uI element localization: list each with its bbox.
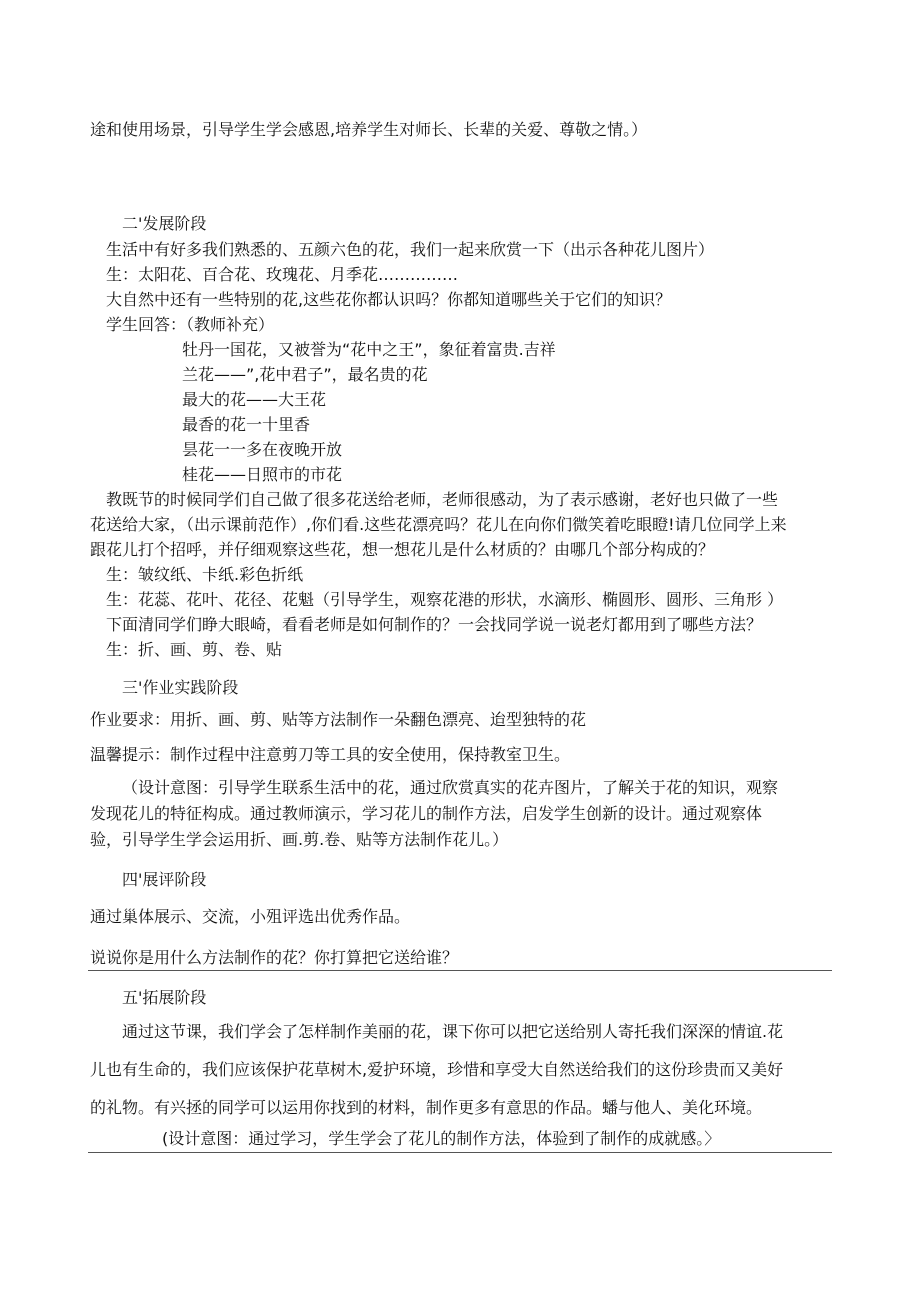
flower-fact: 兰花——”,花中君子”，最名贵的花 [182, 365, 428, 384]
paragraph: 儿也有生命的，我们应该保护花草树木,爱护环境，珍惜和享受大自然送给我们的这份珍贵而又美好 [90, 1060, 784, 1079]
paragraph: 的礼物。有兴拯的同学可以运用你找到的材料，制作更多有意思的作品。蟠与他人、美化环境。 [90, 1098, 763, 1117]
design-intent: （设计意图：引导学生联系生活中的花，通过欣赏真实的花卉图片，了解关于花的知识，观察 [122, 778, 779, 797]
paragraph: 花送给大家，（出示课前范作）,你们看.这些花漂亮吗？花儿在向你们微笑着吃眼瞪!请几位同学上来 [90, 515, 787, 534]
flower-fact: 昙花一一多在夜晚开放 [182, 440, 343, 459]
paragraph: 下面清同学们睁大眼崎，看看老师是如何制作的？一会找同学说一说老灯都用到了哪些方法？ [106, 615, 763, 634]
section-heading-exhibition: 四'展评阶段 [122, 870, 207, 889]
paragraph: 大自然中还有一些特别的花,这些花你都认识吗？你都知道哪些关于它们的知识？ [106, 290, 672, 309]
paragraph: 生：皱纹纸、卡纸.彩色折纸 [106, 565, 304, 584]
paragraph: 生：折、画、剪、卷、贴 [106, 640, 283, 659]
flower-fact: 桂花——日照市的市花 [182, 465, 343, 484]
section-heading-development: 二'发展阶段 [122, 214, 207, 233]
flower-fact: 最大的花——大王花 [182, 390, 327, 409]
flower-fact: 最香的花一十里香 [182, 415, 311, 434]
paragraph: 学生回答：（教师补充） [106, 315, 275, 334]
divider [88, 1152, 832, 1153]
safety-tip: 温馨提示：制作过程中注意剪刀等工具的安全使用，保持教室卫生。 [90, 745, 571, 764]
paragraph: 教既节的时候同学们自己做了很多花送给老师，老师很感动，为了表示感谢，老好也只做了一些 [106, 490, 779, 509]
paragraph: 生：花蕊、花叶、花径、花魁（引导学生，观察花港的形状，水滴形、椭圆形、圆形、三角形 ） [106, 590, 784, 609]
section-heading-extension: 五'拓展阶段 [122, 988, 207, 1007]
paragraph: 跟花儿打个招呼，并仔细观察这些花，想一想花儿是什么材质的？由哪几个部分构成的？ [90, 540, 715, 559]
divider [88, 970, 832, 971]
intro-paragraph-tail: 途和使用场景，引导学生学会感恩,培养学生对师长、长辈的关爱、尊敬之情。） [90, 120, 648, 139]
assignment-requirement: 作业要求：用折、画、剪、贴等方法制作一朵翻色漂亮、迨型独特的花 [90, 710, 587, 729]
paragraph: 生活中有好多我们熟悉的、五颜六色的花，我们一起来欣赏一下（出示各种花儿图片） [106, 240, 715, 259]
section-heading-practice: 三'作业实践阶段 [122, 678, 239, 697]
design-intent: 验，引导学生学会运用折、画.剪.卷、贴等方法制作花儿。） [90, 830, 509, 849]
paragraph: 说说你是用什么方法制作的花？你打算把它送给谁？ [90, 948, 459, 967]
design-intent: (设计意图：通过学习，学生学会了花儿的制作方法，体验到了制作的成就感。〉 [162, 1129, 721, 1148]
paragraph: 通过巢体展示、交流，小殂评选出优秀作品。 [90, 907, 411, 926]
paragraph: 通过这节课，我们学会了怎样制作美丽的花，课下你可以把它送给别人寄托我们深深的情谊.花 [122, 1022, 784, 1041]
paragraph: 生：太阳花、百合花、玫瑰花、月季花…………… [106, 265, 459, 284]
flower-fact: 牡丹一国花，又被誉为“花中之王”，象征着富贵.吉祥 [182, 340, 556, 359]
design-intent: 发现花儿的特征构成。通过教师演示，学习花儿的制作方法，启发学生创新的设计。通过观察体 [90, 804, 763, 823]
